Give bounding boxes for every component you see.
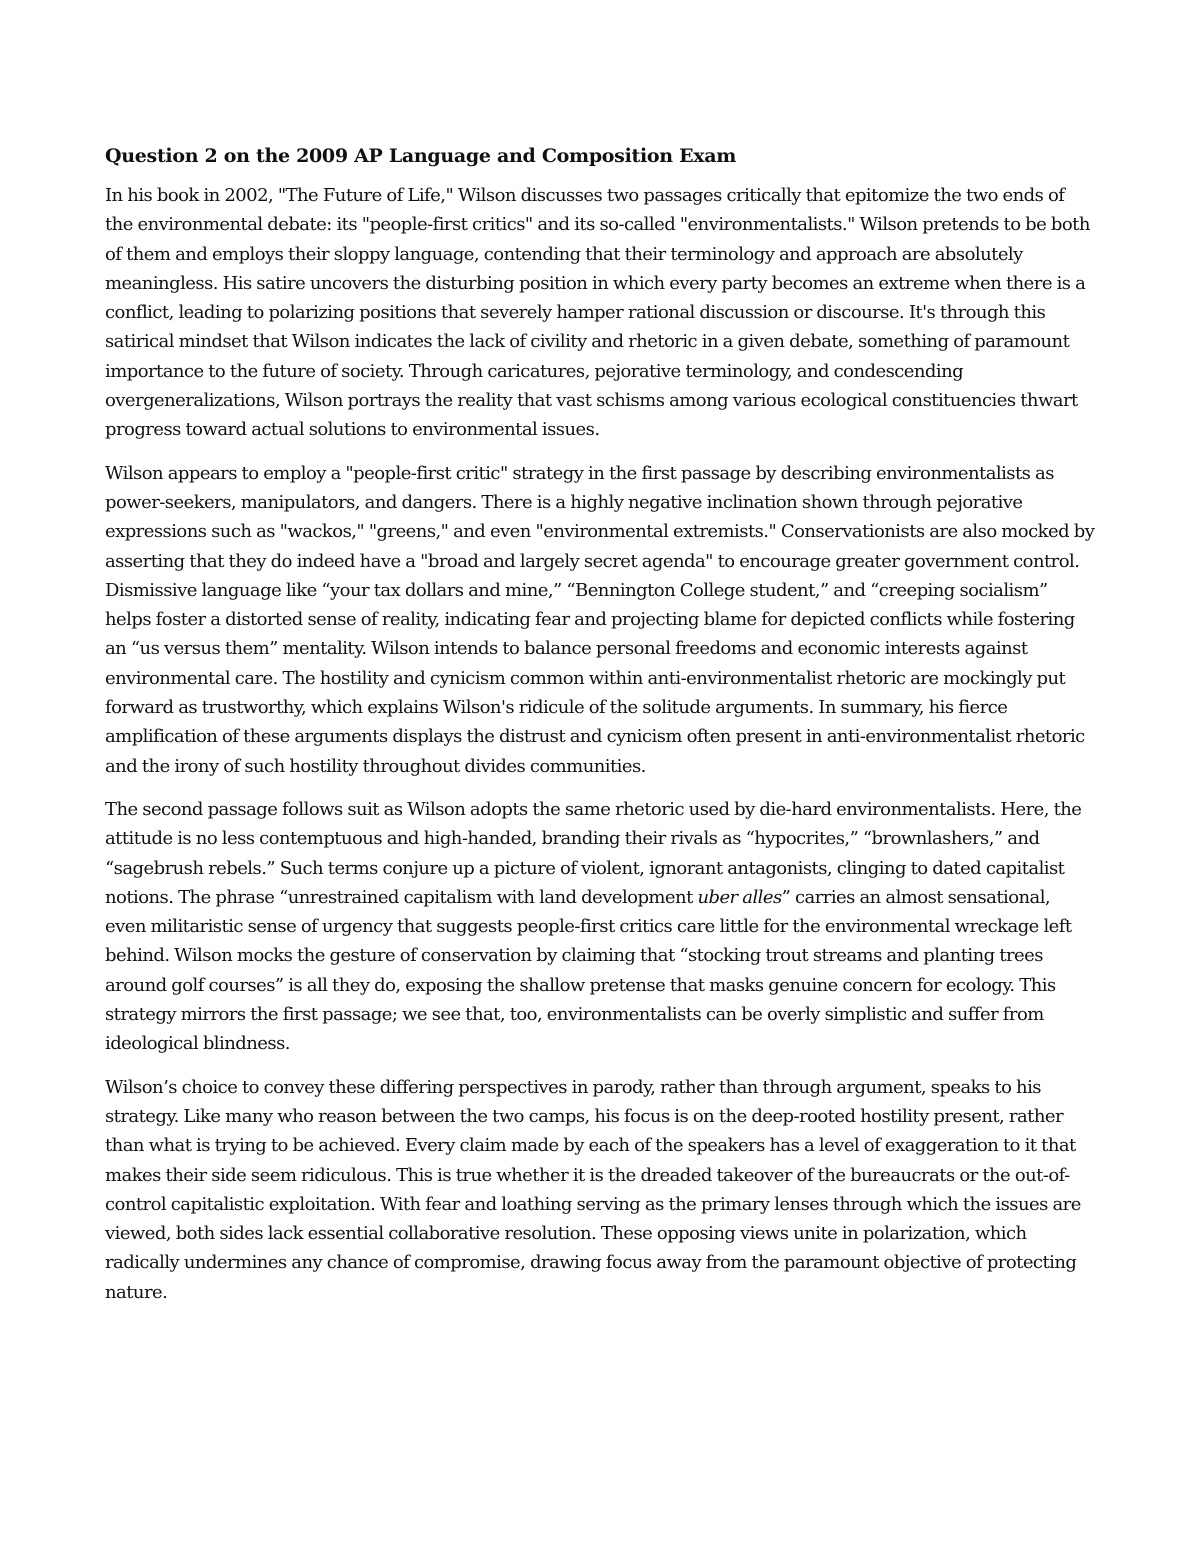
paragraph-second-passage-part-1: The second passage follows suit as Wilson adopts the same rhetoric used by die-hard environmentalists. Here, the attitude is no less contemptuous and high-handed, branding their rivals as “hypocrites,” “brownlashers,” and “sagebrush rebels.” Such terms conjure up a picture of violent, ignorant antagonists, clinging to dated capitalist notions. The phrase “unrestrained capitalism with land development xyxy=(105,798,1082,908)
document-title: Question 2 on the 2009 AP Language and Composition Exam xyxy=(105,145,737,167)
document-page xyxy=(105,142,1095,1321)
paragraph-conclusion: Wilson’s choice to convey these differing perspectives in parody, rather than through argument, speaks to his strategy. Like many who reason between the two camps, his focus is on the deep-rooted hostility present, rather than what is trying to be achieved. Every claim made by each of the speakers has a level of exaggeration to it that makes their side seem ridiculous. This is true whether it is the dreaded takeover of the bureaucrats or the out-of-control capitalistic exploitation. With fear and loathing serving as the primary lenses through which the issues are viewed, both sides lack essential collaborative resolution. These opposing views unite in polarization, which radically undermines any chance of compromise, drawing focus away from the paramount objective of protecting nature. xyxy=(105,1076,1081,1303)
paragraph-second-passage-part-2: ” carries an almost sensational, even militaristic sense of urgency that suggests people-first critics care little for the environmental wreckage left behind. Wilson mocks the gesture of conservation by claiming that “stocking trout streams and planting trees around golf courses” is all they do, exposing the shallow pretense that masks genuine concern for ecology. This strategy mirrors the first passage; we see that, too, environmentalists can be overly simplistic and suffer from ideological blindness. xyxy=(105,886,1072,1055)
paragraph-first-passage: Wilson appears to employ a "people-first critic" strategy in the first passage by describing environmentalists as power-seekers, manipulators, and dangers. There is a highly negative inclination shown through pejorative expressions such as "wackos," "greens," and even "environmental extremists." Conservationists are also mocked by asserting that they do indeed have a "broad and largely secret agenda" to encourage greater government control. Dismissive language like “your tax dollars and mine,” “Bennington College student,” and “creeping socialism” helps foster a distorted sense of reality, indicating fear and projecting blame for depicted conflicts while fostering an “us versus them” mentality. Wilson intends to balance personal freedoms and economic interests against environmental care. The hostility and cynicism common within anti-environmentalist rhetoric are mockingly put forward as trustworthy, which explains Wilson's ridicule of the solitude arguments. In summary, his fierce amplification of these arguments displays the distrust and cynicism often present in anti-environmentalist rhetoric and the irony of such hostility throughout divides communities. xyxy=(105,462,1095,777)
italic-phrase-uber-alles: uber alles xyxy=(697,886,782,908)
paragraph-second-passage xyxy=(105,795,1095,1059)
paragraph-introduction: In his book in 2002, "The Future of Life," Wilson discusses two passages critically that epitomize the two ends of the environmental debate: its "people-first critics" and its so-called "environmentalists." Wilson pretends to be both of them and employs their sloppy language, contending that their terminology and approach are absolutely meaningless. His satire uncovers the disturbing position in which every party becomes an extreme when there is a conflict, leading to polarizing positions that severely hamper rational discussion or discourse. It's through this satirical mindset that Wilson indicates the lack of civility and rhetoric in a given debate, something of paramount importance to the future of society. Through caricatures, pejorative terminology, and condescending overgeneralizations, Wilson portrays the reality that vast schisms among various ecological constituencies thwart progress toward actual solutions to environmental issues. xyxy=(105,185,1090,441)
